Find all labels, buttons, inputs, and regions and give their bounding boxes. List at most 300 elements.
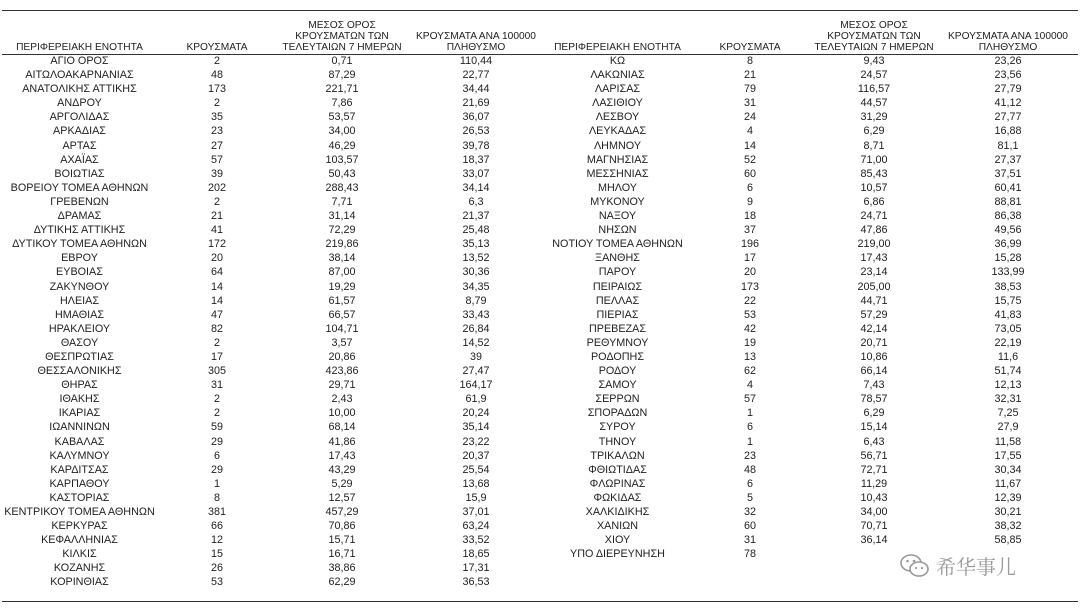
cell-region: ΛΗΜΝΟΥ <box>593 139 642 152</box>
table-row <box>2 181 545 195</box>
cell-avg-7d: 44,71 <box>860 294 888 307</box>
cell-cases: 8 <box>746 55 753 67</box>
cell-per-100k: 27,47 <box>462 365 490 378</box>
cell-avg-7d: 10,00 <box>328 407 356 420</box>
cell-cases: 15 <box>210 548 223 561</box>
cell-region: ΛΑΚΩΝΙΑΣ <box>590 69 645 82</box>
cell-avg-7d: 24,71 <box>860 210 888 223</box>
cell-cases: 2 <box>213 407 220 420</box>
cell-per-100k: 30,34 <box>994 463 1022 476</box>
cell-cases: 12 <box>210 534 223 547</box>
cell-per-100k: 39 <box>469 350 482 363</box>
cell-cases: 60 <box>743 167 756 180</box>
cell-region: ΚΩ <box>609 55 626 67</box>
cell-avg-7d: 7,71 <box>331 195 353 208</box>
cell-avg-7d: 15,14 <box>860 421 888 434</box>
cell-per-100k: 20,24 <box>462 407 490 420</box>
table-row <box>2 96 545 110</box>
table-row <box>2 533 545 547</box>
cell-avg-7d: 31,14 <box>328 210 356 223</box>
cell-cases: 64 <box>210 266 223 279</box>
cell-cases: 14 <box>743 139 756 152</box>
table-row <box>2 280 545 294</box>
cell-per-100k: 11,6 <box>997 350 1019 363</box>
cell-cases: 9 <box>746 195 753 208</box>
table-row <box>545 82 1078 96</box>
table-row <box>545 68 1078 82</box>
cell-per-100k: 11,58 <box>994 435 1022 448</box>
cell-region: ΑΧΑΪΑΣ <box>60 153 99 166</box>
table-row <box>2 463 545 477</box>
header-region: ΠΕΡΙΦΕΡΕΙΑΚΗ ΕΝΟΤΗΤΑ <box>16 42 143 53</box>
cell-cases: 172 <box>207 238 226 251</box>
cell-cases: 2 <box>213 97 220 110</box>
cell-avg-7d: 38,86 <box>328 562 356 575</box>
cell-avg-7d: 10,86 <box>860 350 888 363</box>
cell-cases: 48 <box>210 69 223 82</box>
cell-cases: 14 <box>210 294 223 307</box>
cell-per-100k: 21,37 <box>462 210 490 223</box>
cell-avg-7d: 103,57 <box>325 153 359 166</box>
table-row <box>545 420 1078 434</box>
header-avg-7d: ΜΕΣΟΣ ΟΡΟΣ ΚΡΟΥΣΜΑΤΩΝ ΤΩΝ ΤΕΛΕΥΤΑΙΩΝ 7 ΗΜΕΡΩΝ <box>282 20 402 53</box>
cell-avg-7d: 205,00 <box>857 280 891 293</box>
cell-region: ΑΡΓΟΛΙΔΑΣ <box>49 111 110 124</box>
cell-cases: 196 <box>740 238 759 251</box>
cell-region: ΑΝΑΤΟΛΙΚΗΣ ΑΤΤΙΚΗΣ <box>22 83 137 96</box>
cell-per-100k: 22,19 <box>994 336 1022 349</box>
cell-avg-7d: 8,71 <box>863 139 885 152</box>
wechat-icon <box>900 553 930 579</box>
table-row <box>545 237 1078 251</box>
cell-avg-7d: 87,00 <box>328 266 356 279</box>
cell-avg-7d: 2,43 <box>331 393 353 406</box>
cell-per-100k: 14,52 <box>462 336 490 349</box>
header-per-100k: ΚΡΟΥΣΜΑΤΑ ΑΝΑ 100000 ΠΛΗΘΥΣΜΟ <box>416 31 536 53</box>
cell-cases: 57 <box>743 393 756 406</box>
cell-per-100k: 39,78 <box>462 139 490 152</box>
table-row <box>545 223 1078 237</box>
cell-per-100k: 8,79 <box>465 294 487 307</box>
cell-cases: 4 <box>746 125 753 138</box>
cell-avg-7d: 6,29 <box>863 125 885 138</box>
table-row <box>545 350 1078 364</box>
cell-avg-7d: 7,43 <box>863 379 885 392</box>
cell-region: ΝΑΞΟΥ <box>598 210 637 223</box>
cell-per-100k: 49,56 <box>994 224 1022 237</box>
cell-cases: 2 <box>213 55 220 67</box>
cell-per-100k: 61,9 <box>465 393 487 406</box>
cell-cases: 23 <box>743 449 756 462</box>
cell-cases: 48 <box>743 463 756 476</box>
cell-per-100k: 15,75 <box>994 294 1022 307</box>
cell-region: ΚΕΡΚΥΡΑΣ <box>51 520 108 533</box>
cell-per-100k: 13,52 <box>462 252 490 265</box>
table-row <box>2 223 545 237</box>
header-cases: ΚΡΟΥΣΜΑΤΑ <box>719 42 781 53</box>
table-row <box>545 167 1078 181</box>
cell-avg-7d: 6,86 <box>863 195 885 208</box>
table-row <box>2 209 545 223</box>
cell-avg-7d: 19,29 <box>328 280 356 293</box>
cell-per-100k: 34,44 <box>462 83 490 96</box>
cell-cases: 6 <box>746 421 753 434</box>
cell-avg-7d: 71,00 <box>860 153 888 166</box>
cell-per-100k: 13,68 <box>462 477 490 490</box>
cell-per-100k: 23,56 <box>994 69 1022 82</box>
cell-per-100k: 38,32 <box>994 520 1022 533</box>
table-row <box>545 491 1078 505</box>
cell-cases: 20 <box>743 266 756 279</box>
cell-avg-7d: 16,71 <box>328 548 356 561</box>
cell-avg-7d: 66,14 <box>860 365 888 378</box>
cell-avg-7d: 36,14 <box>860 534 888 547</box>
cell-per-100k: 7,25 <box>997 407 1019 420</box>
table-row <box>2 378 545 392</box>
table-row <box>2 420 545 434</box>
cell-cases: 47 <box>210 308 223 321</box>
cell-cases: 26 <box>210 562 223 575</box>
table-row <box>2 139 545 153</box>
cell-avg-7d: 17,43 <box>860 252 888 265</box>
cell-avg-7d: 70,71 <box>860 520 888 533</box>
table-row <box>545 96 1078 110</box>
table-row <box>2 153 545 167</box>
cell-avg-7d: 104,71 <box>325 322 359 335</box>
cell-region: ΧΙΟΥ <box>604 534 631 547</box>
cell-region: ΛΕΣΒΟΥ <box>595 111 640 124</box>
cell-region: ΖΑΚΥΝΘΟΥ <box>49 280 110 293</box>
cell-region: ΗΜΑΘΙΑΣ <box>54 308 105 321</box>
cell-region: ΔΡΑΜΑΣ <box>57 210 102 223</box>
table-row <box>2 392 545 406</box>
table-row <box>2 251 545 265</box>
cell-per-100k: 12,13 <box>994 379 1022 392</box>
cell-cases: 20 <box>210 252 223 265</box>
cell-per-100k: 26,84 <box>462 322 490 335</box>
cell-avg-7d: 29,71 <box>328 379 356 392</box>
cell-per-100k: 36,53 <box>462 576 490 589</box>
cell-region: ΚΟΖΑΝΗΣ <box>53 562 106 575</box>
cell-region: ΜΗΛΟΥ <box>597 181 638 194</box>
table-row <box>2 82 545 96</box>
cell-cases: 2 <box>213 336 220 349</box>
cell-per-100k: 30,36 <box>462 266 490 279</box>
table-row <box>2 237 545 251</box>
cell-region: ΥΠΟ ΔΙΕΡΕΥΝΗΣΗ <box>570 548 665 561</box>
cell-avg-7d: 53,57 <box>328 111 356 124</box>
cell-avg-7d: 61,57 <box>328 294 356 307</box>
table-row <box>545 435 1078 449</box>
cell-region: ΠΡΕΒΕΖΑΣ <box>588 322 647 335</box>
cell-cases: 37 <box>743 224 756 237</box>
cell-cases: 66 <box>210 520 223 533</box>
cell-region: ΦΩΚΙΔΑΣ <box>593 491 642 504</box>
cell-avg-7d: 116,57 <box>857 83 891 96</box>
cell-avg-7d: 15,71 <box>328 534 356 547</box>
header-avg-7d: ΜΕΣΟΣ ΟΡΟΣ ΚΡΟΥΣΜΑΤΩΝ ΤΩΝ ΤΕΛΕΥΤΑΙΩΝ 7 ΗΜΕΡΩΝ <box>814 20 934 53</box>
cell-region: ΒΟΙΩΤΙΑΣ <box>54 167 105 180</box>
cell-cases: 21 <box>743 69 756 82</box>
cell-cases: 1 <box>746 407 753 420</box>
cell-cases: 23 <box>210 125 223 138</box>
cell-per-100k: 17,31 <box>462 562 490 575</box>
table-row <box>545 209 1078 223</box>
cell-avg-7d: 221,71 <box>325 83 359 96</box>
cell-avg-7d: 31,29 <box>860 111 888 124</box>
cell-cases: 52 <box>743 153 756 166</box>
cell-avg-7d: 11,29 <box>860 477 888 490</box>
table-row <box>545 336 1078 350</box>
cell-avg-7d: 20,86 <box>328 350 356 363</box>
cell-cases: 17 <box>743 252 756 265</box>
cell-cases: 59 <box>210 421 223 434</box>
cell-region: ΚΑΡΔΙΤΣΑΣ <box>50 463 109 476</box>
cell-avg-7d: 72,29 <box>328 224 356 237</box>
cell-per-100k: 15,9 <box>465 491 487 504</box>
cell-region: ΣΕΡΡΩΝ <box>595 393 640 406</box>
table-row <box>545 364 1078 378</box>
right-table-body <box>545 54 1078 561</box>
table-row <box>2 336 545 350</box>
cell-cases: 39 <box>210 167 223 180</box>
cell-region: ΚΕΦΑΛΛΗΝΙΑΣ <box>41 534 118 547</box>
cell-region: ΗΛΕΙΑΣ <box>59 294 100 307</box>
cell-cases: 41 <box>210 224 223 237</box>
cell-per-100k: 38,53 <box>994 280 1022 293</box>
cell-avg-7d: 72,71 <box>860 463 888 476</box>
table-row <box>545 505 1078 519</box>
table-row <box>2 54 545 68</box>
cell-per-100k: 18,37 <box>462 153 490 166</box>
table-row <box>545 124 1078 138</box>
cell-cases: 1 <box>213 477 220 490</box>
cell-per-100k: 37,51 <box>994 167 1022 180</box>
cell-region: ΡΟΔΟΠΗΣ <box>590 350 645 363</box>
cell-region: ΝΟΤΙΟΥ ΤΟΜΕΑ ΑΘΗΝΩΝ <box>552 238 683 251</box>
table-row <box>2 435 545 449</box>
cell-cases: 381 <box>207 506 226 518</box>
cell-avg-7d: 3,57 <box>331 336 353 349</box>
cell-region: ΛΑΣΙΘΙΟΥ <box>592 97 643 110</box>
cell-cases: 17 <box>210 350 223 363</box>
cell-region: ΙΚΑΡΙΑΣ <box>58 407 101 420</box>
left-table <box>2 10 545 590</box>
cell-region: ΧΑΝΙΩΝ <box>596 520 639 533</box>
header-cases: ΚΡΟΥΣΜΑΤΑ <box>186 42 248 53</box>
cell-avg-7d: 78,57 <box>860 393 888 406</box>
table-row <box>545 533 1078 547</box>
cell-avg-7d: 42,14 <box>860 322 888 335</box>
cell-region: ΞΑΝΘΗΣ <box>595 252 640 265</box>
cell-per-100k: 27,9 <box>997 421 1019 434</box>
table-row <box>2 449 545 463</box>
cell-avg-7d: 87,29 <box>328 69 356 82</box>
cell-avg-7d: 62,29 <box>328 576 356 589</box>
cell-per-100k: 22,77 <box>462 69 490 82</box>
cell-avg-7d: 457,29 <box>325 506 359 518</box>
table-row <box>545 463 1078 477</box>
cell-region: ΣΠΟΡΑΔΩΝ <box>587 407 648 420</box>
cell-region: ΚΑΡΠΑΘΟΥ <box>49 477 110 490</box>
cell-cases: 173 <box>740 280 759 293</box>
cell-per-100k: 73,05 <box>994 322 1022 335</box>
cell-per-100k: 17,55 <box>994 449 1022 462</box>
table-row <box>2 322 545 336</box>
cell-region: ΠΕΙΡΑΙΩΣ <box>592 280 643 293</box>
cell-region: ΚΙΛΚΙΣ <box>62 548 97 561</box>
cell-avg-7d: 41,86 <box>328 435 356 448</box>
cell-avg-7d: 6,43 <box>863 435 885 448</box>
table-row <box>2 124 545 138</box>
table-row <box>545 181 1078 195</box>
cell-per-100k: 21,69 <box>462 97 490 110</box>
table-row <box>545 265 1078 279</box>
cell-cases: 82 <box>210 322 223 335</box>
cell-region: ΚΑΒΑΛΑΣ <box>54 435 105 448</box>
table-row <box>2 265 545 279</box>
cell-cases: 29 <box>210 463 223 476</box>
cell-avg-7d: 20,71 <box>860 336 888 349</box>
cell-region: ΔΥΤΙΚΟΥ ΤΟΜΕΑ ΑΘΗΝΩΝ <box>12 238 147 251</box>
cell-avg-7d: 50,43 <box>328 167 356 180</box>
cell-region: ΙΘΑΚΗΣ <box>59 393 100 406</box>
right-table <box>545 10 1078 561</box>
cell-per-100k: 30,21 <box>994 506 1022 518</box>
cell-cases: 31 <box>743 534 756 547</box>
cell-per-100k: 27,79 <box>994 83 1022 96</box>
table-row <box>2 477 545 491</box>
cell-per-100k: 41,83 <box>994 308 1022 321</box>
cell-cases: 5 <box>746 491 753 504</box>
cell-per-100k: 41,12 <box>994 97 1022 110</box>
cell-region: ΕΒΡΟΥ <box>61 252 98 265</box>
cell-region: ΠΕΛΛΑΣ <box>595 294 640 307</box>
cell-cases: 62 <box>743 365 756 378</box>
cell-per-100k: 26,53 <box>462 125 490 138</box>
cell-region: ΤΗΝΟΥ <box>598 435 637 448</box>
table-row <box>545 139 1078 153</box>
cell-per-100k: 60,41 <box>994 181 1022 194</box>
cell-region: ΘΕΣΠΡΩΤΙΑΣ <box>45 350 114 363</box>
cell-region: ΙΩΑΝΝΙΝΩΝ <box>49 421 110 434</box>
cell-region: ΘΑΣΟΥ <box>60 336 99 349</box>
cell-region: ΠΑΡΟΥ <box>598 266 637 279</box>
cell-per-100k: 164,17 <box>459 379 493 392</box>
cell-cases: 1 <box>746 435 753 448</box>
cell-per-100k: 36,99 <box>994 238 1022 251</box>
cell-avg-7d: 12,57 <box>328 491 356 504</box>
table-row <box>545 519 1078 533</box>
cell-per-100k: 37,01 <box>462 506 490 518</box>
cell-per-100k: 86,38 <box>994 210 1022 223</box>
cell-per-100k: 58,85 <box>994 534 1022 547</box>
cell-region: ΦΛΩΡΙΝΑΣ <box>589 477 646 490</box>
cell-region: ΑΓΙΟ ΟΡΟΣ <box>50 55 109 67</box>
table-row <box>2 575 545 589</box>
cell-cases: 18 <box>743 210 756 223</box>
cell-avg-7d: 46,29 <box>328 139 356 152</box>
cell-cases: 14 <box>210 280 223 293</box>
cell-cases: 79 <box>743 83 756 96</box>
cell-avg-7d: 219,86 <box>325 238 359 251</box>
table-row <box>2 519 545 533</box>
cell-region: ΣΑΜΟΥ <box>598 379 637 392</box>
cell-per-100k: 33,52 <box>462 534 490 547</box>
cell-avg-7d: 24,57 <box>860 69 888 82</box>
cell-cases: 42 <box>743 322 756 335</box>
cell-per-100k: 133,99 <box>991 266 1025 279</box>
cell-avg-7d: 423,86 <box>325 365 359 378</box>
cell-cases: 53 <box>210 576 223 589</box>
header-per-100k: ΚΡΟΥΣΜΑΤΑ ΑΝΑ 100000 ΠΛΗΘΥΣΜΟ <box>948 31 1068 53</box>
table-row <box>545 477 1078 491</box>
cell-per-100k: 110,44 <box>459 55 493 67</box>
cell-cases: 78 <box>743 548 756 561</box>
cell-per-100k: 33,43 <box>462 308 490 321</box>
cell-per-100k: 35,14 <box>462 421 490 434</box>
table-row <box>545 280 1078 294</box>
cell-region: ΚΑΣΤΟΡΙΑΣ <box>49 491 110 504</box>
cell-avg-7d: 0,71 <box>331 55 353 67</box>
cell-region: ΛΕΥΚΑΔΑΣ <box>588 125 647 138</box>
table-row <box>2 195 545 209</box>
table-row <box>545 54 1078 68</box>
cell-cases: 31 <box>210 379 223 392</box>
cell-per-100k: 16,88 <box>994 125 1022 138</box>
cell-avg-7d: 56,71 <box>860 449 888 462</box>
cell-region: ΠΙΕΡΙΑΣ <box>596 308 639 321</box>
cell-avg-7d: 70,86 <box>328 520 356 533</box>
cell-region: ΑΝΔΡΟΥ <box>57 97 102 110</box>
table-row <box>545 195 1078 209</box>
cell-region: ΦΘΙΩΤΙΔΑΣ <box>588 463 647 476</box>
cell-region: ΜΥΚΟΝΟΥ <box>590 195 645 208</box>
cell-region: ΧΑΛΚΙΔΙΚΗΣ <box>585 506 650 518</box>
cell-region: ΚΑΛΥΜΝΟΥ <box>49 449 110 462</box>
cell-cases: 60 <box>743 520 756 533</box>
cell-avg-7d: 44,57 <box>860 97 888 110</box>
cell-cases: 202 <box>207 181 226 194</box>
cell-region: ΜΕΣΣΗΝΙΑΣ <box>586 167 649 180</box>
cell-avg-7d: 47,86 <box>860 224 888 237</box>
table-row <box>2 110 545 124</box>
cell-region: ΕΥΒΟΙΑΣ <box>56 266 103 279</box>
cell-cases: 6 <box>746 477 753 490</box>
cell-per-100k: 35,13 <box>462 238 490 251</box>
cell-avg-7d: 9,43 <box>863 55 885 67</box>
cell-per-100k: 34,35 <box>462 280 490 293</box>
cell-cases: 173 <box>207 83 226 96</box>
cell-avg-7d: 5,29 <box>331 477 353 490</box>
cell-per-100k: 25,48 <box>462 224 490 237</box>
cell-avg-7d: 34,00 <box>860 506 888 518</box>
cell-per-100k: 11,67 <box>994 477 1022 490</box>
cell-avg-7d: 23,14 <box>860 266 888 279</box>
cell-cases: 24 <box>743 111 756 124</box>
watermark <box>900 551 1016 580</box>
cell-per-100k: 27,77 <box>994 111 1022 124</box>
left-table-body <box>2 54 545 590</box>
table-row <box>545 406 1078 420</box>
table-row <box>545 322 1078 336</box>
cell-region: ΗΡΑΚΛΕΙΟΥ <box>48 322 111 335</box>
cell-avg-7d: 6,29 <box>863 407 885 420</box>
cell-region: ΘΗΡΑΣ <box>61 379 98 392</box>
cell-avg-7d: 85,43 <box>860 167 888 180</box>
cell-avg-7d: 43,29 <box>328 463 356 476</box>
cell-cases: 6 <box>746 181 753 194</box>
